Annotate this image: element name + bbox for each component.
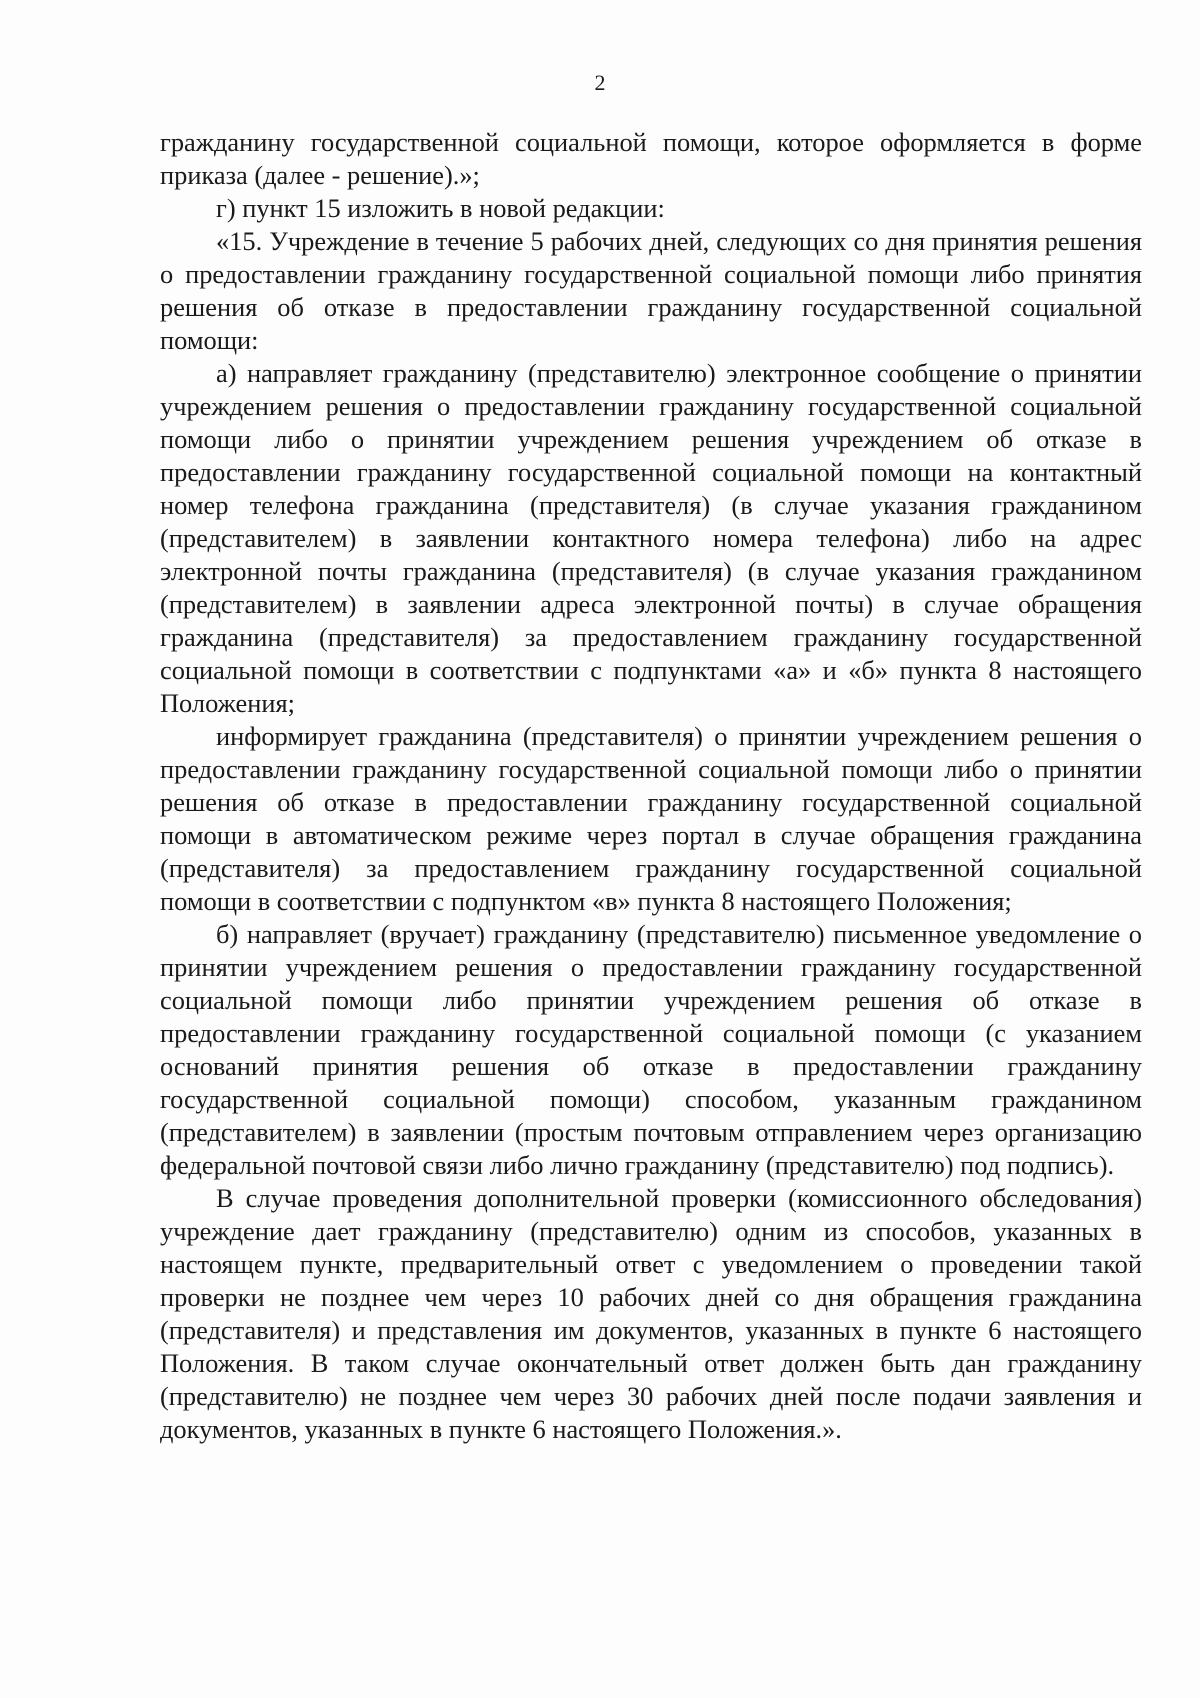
paragraph-subclause-b: б) направляет (вручает) гражданину (представителю) письменное уведомление о принятии учреждением решения о предоставлении гражданину государственной социальной помощи либо принятии учреждением решения об отказе в предоставлении гражданину государственной социальной помощи (с указанием оснований принятия решения об отказе в предоставлении гражданину государственной социальной помощи) способом, указанным гражданином (представителем) в заявлении (простым почтовым отправлением через организацию федеральной почтовой связи либо лично гражданину (представителю) под подпись). <box>160 919 1142 1180</box>
document-body <box>160 126 1142 1446</box>
paragraph-portal-notice: информирует гражданина (представителя) о принятии учреждением решения о предоставлении гражданину государственной социальной помощи либо о принятии решения об отказе в предоставлении гражданину государственной социальной помощи в автоматическом режиме через портал в случае обращения гражданина (представителя) за предоставлением гражданину государственной социальной помощи в соответствии с подпунктом «в» пункта 8 настоящего Положения; <box>160 721 1142 916</box>
paragraph-amendment-g: г) пункт 15 изложить в новой редакции: <box>216 193 665 223</box>
paragraph-clause-15: «15. Учреждение в течение 5 рабочих дней, следующих со дня принятия решения о предоставлении гражданину государственной социальной помощи либо принятия решения об отказе в предоставлении гражданину государственной социальной помощи: <box>160 226 1142 355</box>
paragraph-continuation: гражданину государственной социальной помощи, которое оформляется в форме приказа (далее - решение).»; <box>160 127 1142 190</box>
paragraph-subclause-a: а) направляет гражданину (представителю) электронное сообщение о принятии учреждением решения о предоставлении гражданину государственной социальной помощи либо о принятии учреждением решения учреждением об отказе в предоставлении гражданину государственной социальной помощи на контактный номер телефона гражданина (представителя) (в случае указания гражданином (представителем) в заявлении контактного номера телефона) либо на адрес электронной почты гражданина (представителя) (в случае указания гражданином (представителем) в заявлении адреса электронной почты) в случае обращения гражданина (представителя) за предоставлением гражданину государственной социальной помощи в соответствии с подпунктами «а» и «б» пункта 8 настоящего Положения; <box>160 358 1142 718</box>
paragraph-additional-check: В случае проведения дополнительной проверки (комиссионного обследования) учреждение дает гражданину (представителю) одним из способов, указанных в настоящем пункте, предварительный ответ с уведомлением о проведении такой проверки не позднее чем через 10 рабочих дней со дня обращения гражданина (представителя) и представления им документов, указанных в пункте 6 настоящего Положения. В таком случае окончательный ответ должен быть дан гражданину (представителю) не позднее чем через 30 рабочих дней после подачи заявления и документов, указанных в пункте 6 настоящего Положения.». <box>160 1183 1142 1444</box>
page-number: 2 <box>594 70 606 95</box>
